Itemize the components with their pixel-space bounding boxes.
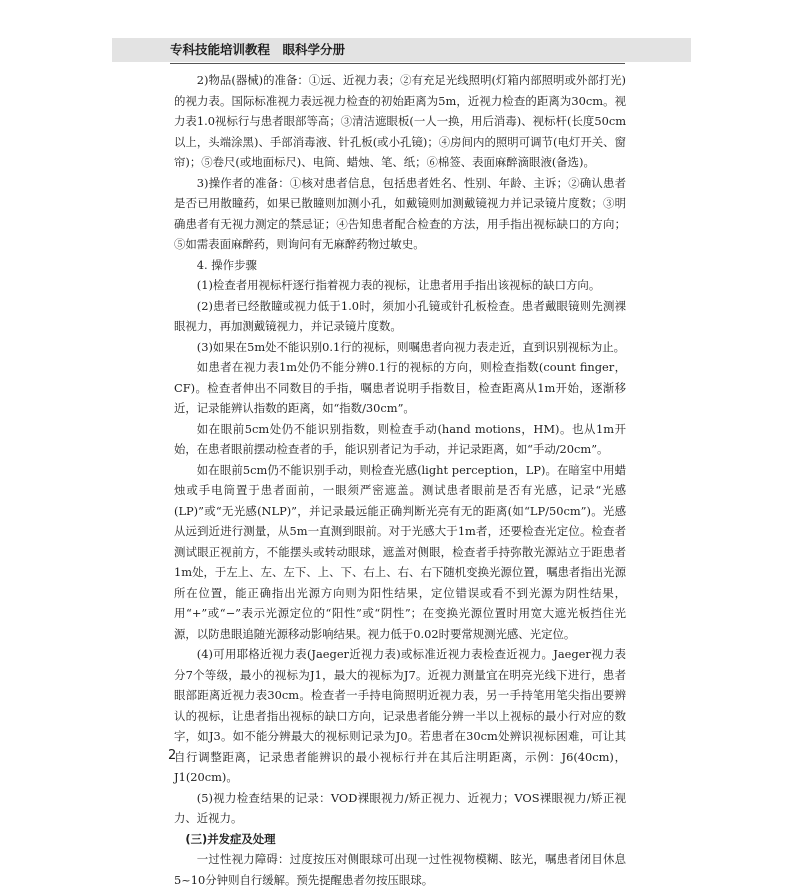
paragraph-step-2: (2)患者已经散瞳或视力低于1.0时，须加小孔镜或针孔板检查。患者戴眼镜则先测裸眼视力，再加测戴镜视力，并记录镜片度数。 (174, 298, 626, 333)
header-rule (170, 63, 625, 64)
paragraph-complication: 一过性视力障碍：过度按压对侧眼球可出现一过性视物模糊、眩光，嘱患者闭目休息5~10分钟则自行缓解。预先提醒患者勿按压眼球。 (174, 852, 626, 887)
paragraph-count-finger: 如患者在视力表1m处仍不能分辨0.1行的视标的方向，则检查指数(count finger，CF)。检查者伸出不同数目的手指，嘱患者说明手指数目，检查距离从1m开始，逐渐移近，记录能辨认指数的距离，如“指数/30cm”。 (174, 360, 626, 415)
page-number: 2 (168, 748, 177, 763)
paragraph-step-1: (1)检查者用视标杆逐行指着视力表的视标，让患者用手指出该视标的缺口方向。 (196, 278, 601, 292)
paragraph-hand-motion: 如在眼前5cm处仍不能识别指数，则检查手动(hand motions，HM)。也从1m开始，在患者眼前摆动检查者的手，能识别者记为手动，并记录距离，如“手动/20cm”。 (174, 421, 626, 456)
section-heading-complications: (三)并发症及处理 (185, 831, 276, 846)
paragraph-near-vision: (4)可用耶格近视力表(Jaeger近视力表)或标准近视力表检查近视力。Jaeger视力表分7个等级，最小的视标为J1，最大的视标为J7。近视力测量宜在明亮光线下进行，患者眼部距离近视力表30cm。检查者一手持电筒照明近视力表，另一手持笔用笔尖指出要辨认的视标，让患者指出视标的缺口方向，记录患者能分辨一半以上视标的最小行对应的数字，如J3。如不能分辨最大的视标则记录为J0。若患者在30cm处辨识视标困难，可让其自行调整距离，记录患者能辨识的最小视标行并在其后注明距离，示例：J6(40cm)，J1(20cm)。 (174, 647, 626, 784)
page-body (174, 70, 626, 890)
paragraph-recording: (5)视力检查结果的记录：VOD裸眼视力/矫正视力、近视力；VOS裸眼视力/矫正视力、近视力。 (174, 790, 626, 825)
running-header: 专科技能培训教程 眼科学分册 (170, 42, 346, 57)
paragraph-operator-prep: 3)操作者的准备：①核对患者信息，包括患者姓名、性别、年龄、主诉；②确认患者是否已用散瞳药，如果已散瞳则加测小孔，如戴镜则加测戴镜视力并记录镜片度数；③明确患者有无视力测定的禁忌证；④告知患者配合检查的方法，用手指出视标缺口的方向；⑤如需表面麻醉药，则询问有无麻醉药物过敏史。 (174, 175, 626, 251)
paragraph-light-perception: 如在眼前5cm仍不能识别手动，则检查光感(light perception，LP)。在暗室中用蜡烛或手电筒置于患者面前，一眼须严密遮盖。测试患者眼前是否有光感，记录“光感(LP)”或“无光感(NLP)”，并记录最远能正确判断光亮有无的距离(如“LP/50cm”)。光感从远到近进行测量，从5m一直测到眼前。对于光感大于1m者，还要检查光定位。检查者测试眼正视前方，不能摆头或转动眼球，遮盖对侧眼，检查者手持弥散光源站立于距患者1m处，于左上、左、左下、上、下、右上、右、右下随机变换光源位置，嘱患者指出光源所在位置，能正确指出光源方向则为阳性结果，定位错误或看不到光源为阴性结果，用“+”或“−”表示光源定位的“阳性”或“阴性”；在变换光源位置时用宽大遮光板挡住光源，以防患眼追随光源移动影响结果。视力低于0.02时要常规测光感、光定位。 (174, 462, 626, 641)
paragraph-step-3: (3)如果在5m处不能识别0.1行的视标，则嘱患者向视力表走近，直到识别视标为止。 (196, 339, 625, 354)
subheading-steps: 4. 操作步骤 (196, 257, 257, 272)
paragraph-items-prep: 2)物品(器械)的准备：①远、近视力表；②有充足光线照明(灯箱内部照明或外部打光)的视力表。国际标准视力表远视力检查的初始距离为5m，近视力检查的距离为30cm。视力表1.0视标行与患者眼部等高；③清洁遮眼板(一人一换，用后消毒)、视标杆(长度50cm以上，头端涂黑)、手部消毒液、针孔板(或小孔镜)；④房间内的照明可调节(电灯开关、窗帘)；⑤卷尺(或地面标尺)、电筒、蜡烛、笔、纸；⑥棉签、表面麻醉滴眼液(备选)。 (174, 73, 626, 169)
